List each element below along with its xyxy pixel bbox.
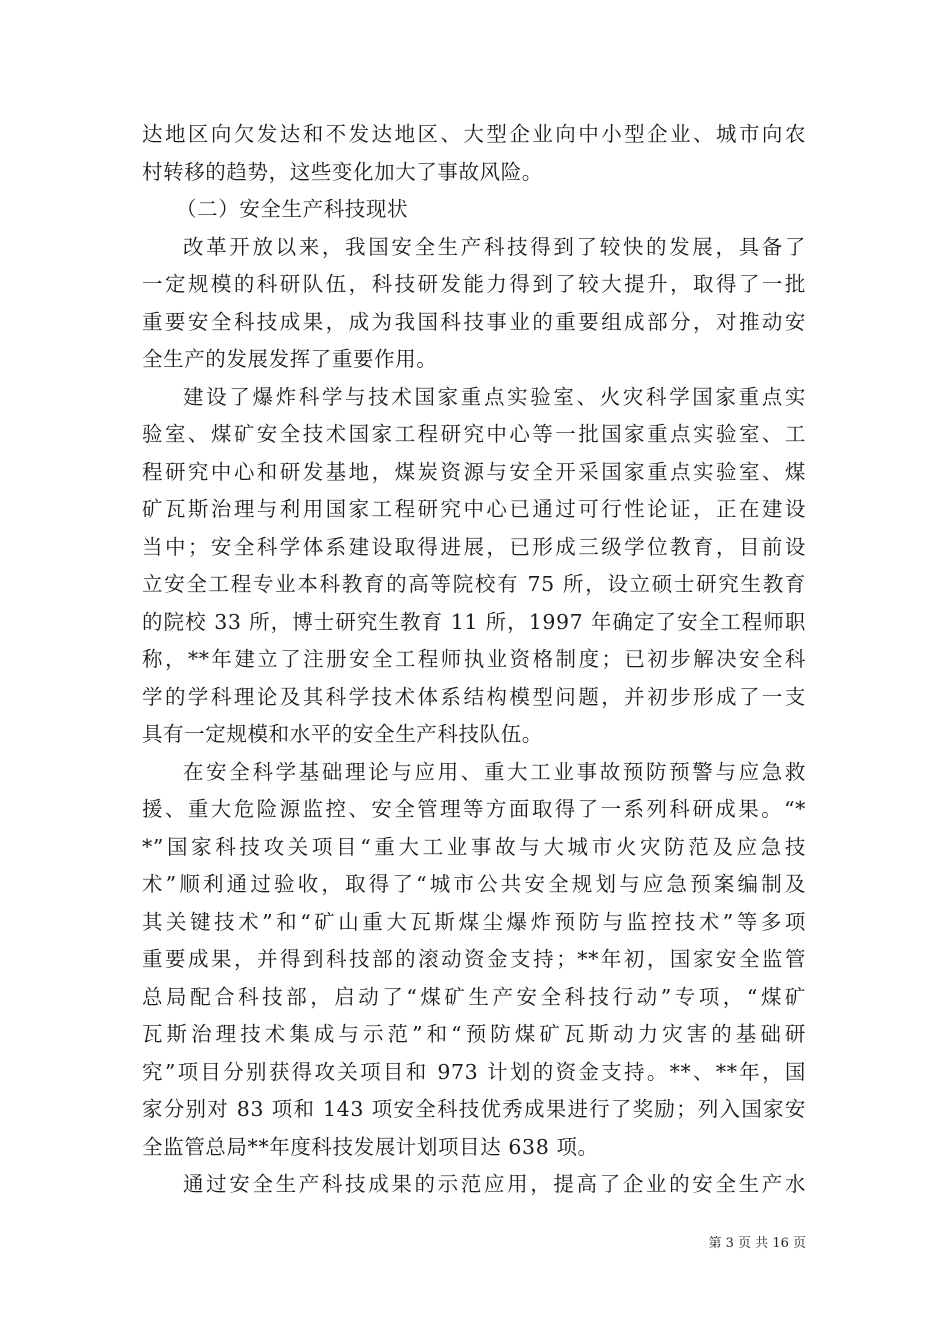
text-line: 建设了爆炸科学与技术国家重点实验室、火灾科学国家重点实 (183, 384, 806, 409)
page-number: 第 3 页 共 16 页 (708, 1236, 806, 1251)
text-line: 立安全工程专业本科教育的高等院校有 75 所，设立硕士研究生教育 (142, 572, 806, 596)
text-line: 瓦斯治理技术集成与示范”和“预防煤矿瓦斯动力灾害的基础研 (142, 1022, 806, 1046)
text-line: 称，**年建立了注册安全工程师执业资格制度；已初步解决安全科 (142, 647, 806, 671)
text-line: 重要成果，并得到科技部的滚动资金支持；**年初，国家安全监管 (142, 947, 806, 971)
section-heading: （二）安全生产科技现状 (176, 197, 409, 221)
text-line: 验室、煤矿安全技术国家工程研究中心等一批国家重点实验室、工 (142, 422, 806, 446)
body-text (142, 116, 806, 1204)
text-line: 重要安全科技成果，成为我国科技事业的重要组成部分，对推动安 (142, 309, 806, 334)
text-line: 究”项目分别获得攻关项目和 973 计划的资金支持。**、**年，国 (142, 1059, 806, 1084)
text-line: 具有一定规模和水平的安全生产科技队伍。 (142, 722, 543, 746)
text-line: 全生产的发展发挥了重要作用。 (142, 347, 438, 371)
text-line: 在安全科学基础理论与应用、重大工业事故预防预警与应急救 (183, 759, 806, 784)
text-line: 援、重大危险源监控、安全管理等方面取得了一系列科研成果。“* (142, 797, 806, 821)
text-line: 当中；安全科学体系建设取得进展，已形成三级学位教育，目前设 (142, 534, 806, 559)
text-line: 总局配合科技部，启动了“煤矿生产安全科技行动”专项，“煤矿 (142, 984, 806, 1009)
text-line: 一定规模的科研队伍，科技研发能力得到了较大提升，取得了一批 (142, 272, 806, 296)
text-line: 矿瓦斯治理与利用国家工程研究中心已通过可行性论证，正在建设 (142, 497, 806, 521)
text-line: 达地区向欠发达和不发达地区、大型企业向中小型企业、城市向农 (142, 122, 806, 146)
text-line: 家分别对 83 项和 143 项安全科技优秀成果进行了奖励；列入国家安 (142, 1097, 806, 1121)
text-line: 术”顺利通过验收，取得了“城市公共安全规划与应急预案编制及 (142, 872, 806, 896)
text-line: *”国家科技攻关项目“重大工业事故与大城市火灾防范及应急技 (142, 834, 806, 859)
text-line: 学的学科理论及其科学技术体系结构模型问题，并初步形成了一支 (142, 684, 806, 709)
text-line: 的院校 33 所，博士研究生教育 11 所，1997 年确定了安全工程师职 (142, 609, 806, 634)
text-line: 其关键技术”和“矿山重大瓦斯煤尘爆炸预防与监控技术”等多项 (142, 909, 806, 934)
text-line: 改革开放以来，我国安全生产科技得到了较快的发展，具备了 (183, 234, 806, 259)
text-line: 程研究中心和研发基地，煤炭资源与安全开采国家重点实验室、煤 (142, 459, 806, 484)
text-line: 通过安全生产科技成果的示范应用，提高了企业的安全生产水 (183, 1172, 806, 1196)
text-line: 全监管总局**年度科技发展计划项目达 638 项。 (142, 1134, 599, 1159)
text-line: 村转移的趋势，这些变化加大了事故风险。 (142, 159, 543, 184)
